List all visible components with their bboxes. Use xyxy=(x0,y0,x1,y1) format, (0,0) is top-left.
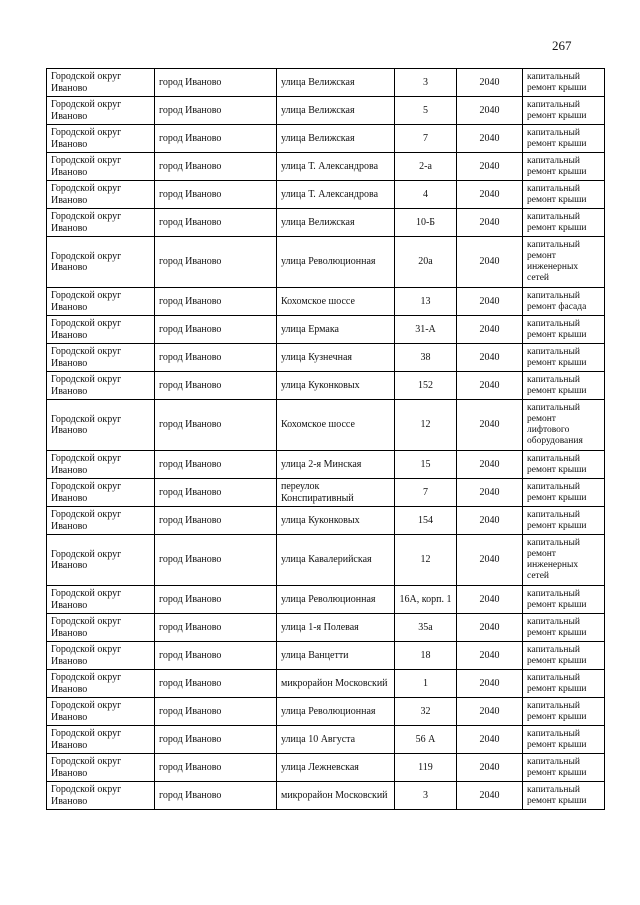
street-cell: улица Кавалерийская xyxy=(277,535,395,586)
municipal-district-cell: Городской округ Иваново xyxy=(47,754,155,782)
table-row xyxy=(47,209,605,237)
work-type-cell: капитальный ремонт крыши xyxy=(523,181,605,209)
table-row xyxy=(47,726,605,754)
city-cell: город Иваново xyxy=(155,586,277,614)
table-row xyxy=(47,535,605,586)
city-cell: город Иваново xyxy=(155,372,277,400)
municipal-district-cell: Городской округ Иваново xyxy=(47,372,155,400)
municipal-district-cell: Городской округ Иваново xyxy=(47,451,155,479)
table-row xyxy=(47,125,605,153)
table-row xyxy=(47,372,605,400)
work-type-cell: капитальный ремонт крыши xyxy=(523,614,605,642)
municipal-district-cell: Городской округ Иваново xyxy=(47,614,155,642)
municipal-district-cell: Городской округ Иваново xyxy=(47,400,155,451)
municipal-district-cell: Городской округ Иваново xyxy=(47,181,155,209)
year-cell: 2040 xyxy=(457,69,523,97)
house-number-cell: 3 xyxy=(395,782,457,810)
work-type-cell: капитальный ремонт крыши xyxy=(523,209,605,237)
municipal-district-cell: Городской округ Иваново xyxy=(47,125,155,153)
table-row xyxy=(47,507,605,535)
work-type-cell: капитальный ремонт крыши xyxy=(523,754,605,782)
work-type-cell: капитальный ремонт крыши xyxy=(523,451,605,479)
table-row xyxy=(47,237,605,288)
municipal-district-cell: Городской округ Иваново xyxy=(47,237,155,288)
municipal-district-cell: Городской округ Иваново xyxy=(47,698,155,726)
year-cell: 2040 xyxy=(457,400,523,451)
year-cell: 2040 xyxy=(457,288,523,316)
street-cell: улица 2-я Минская xyxy=(277,451,395,479)
street-cell: улица Велижская xyxy=(277,69,395,97)
work-type-cell: капитальный ремонт крыши xyxy=(523,97,605,125)
table-row xyxy=(47,614,605,642)
table-row xyxy=(47,97,605,125)
house-number-cell: 16А, корп. 1 xyxy=(395,586,457,614)
street-cell: улица Т. Александрова xyxy=(277,153,395,181)
street-cell: улица 1-я Полевая xyxy=(277,614,395,642)
city-cell: город Иваново xyxy=(155,125,277,153)
table-row xyxy=(47,586,605,614)
work-type-cell: капитальный ремонт крыши xyxy=(523,670,605,698)
house-number-cell: 12 xyxy=(395,400,457,451)
house-number-cell: 20а xyxy=(395,237,457,288)
city-cell: город Иваново xyxy=(155,754,277,782)
municipal-district-cell: Городской округ Иваново xyxy=(47,344,155,372)
work-type-cell: капитальный ремонт инженерных сетей xyxy=(523,535,605,586)
street-cell: улица Лежневская xyxy=(277,754,395,782)
table-row xyxy=(47,670,605,698)
table-body xyxy=(47,69,605,810)
street-cell: улица Ванцетти xyxy=(277,642,395,670)
municipal-district-cell: Городской округ Иваново xyxy=(47,507,155,535)
municipal-district-cell: Городской округ Иваново xyxy=(47,479,155,507)
table-row xyxy=(47,181,605,209)
street-cell: микрорайон Московский xyxy=(277,782,395,810)
street-cell: улица Велижская xyxy=(277,125,395,153)
work-type-cell: капитальный ремонт крыши xyxy=(523,344,605,372)
street-cell: Кохомское шоссе xyxy=(277,400,395,451)
street-cell: улица Куконковых xyxy=(277,372,395,400)
municipal-district-cell: Городской округ Иваново xyxy=(47,586,155,614)
municipal-district-cell: Городской округ Иваново xyxy=(47,642,155,670)
table-row xyxy=(47,153,605,181)
municipal-district-cell: Городской округ Иваново xyxy=(47,726,155,754)
work-type-cell: капитальный ремонт крыши xyxy=(523,479,605,507)
year-cell: 2040 xyxy=(457,698,523,726)
municipal-district-cell: Городской округ Иваново xyxy=(47,782,155,810)
work-type-cell: капитальный ремонт крыши xyxy=(523,586,605,614)
page-number: 267 xyxy=(552,38,572,53)
city-cell: город Иваново xyxy=(155,97,277,125)
table-row xyxy=(47,642,605,670)
work-type-cell: капитальный ремонт крыши xyxy=(523,698,605,726)
house-number-cell: 12 xyxy=(395,535,457,586)
house-number-cell: 7 xyxy=(395,125,457,153)
work-type-cell: капитальный ремонт крыши xyxy=(523,642,605,670)
year-cell: 2040 xyxy=(457,614,523,642)
city-cell: город Иваново xyxy=(155,726,277,754)
city-cell: город Иваново xyxy=(155,698,277,726)
work-type-cell: капитальный ремонт крыши xyxy=(523,507,605,535)
year-cell: 2040 xyxy=(457,344,523,372)
year-cell: 2040 xyxy=(457,209,523,237)
work-type-cell: капитальный ремонт лифтового оборудования xyxy=(523,400,605,451)
street-cell: микрорайон Московский xyxy=(277,670,395,698)
table-row xyxy=(47,754,605,782)
city-cell: город Иваново xyxy=(155,288,277,316)
city-cell: город Иваново xyxy=(155,614,277,642)
street-cell: Кохомское шоссе xyxy=(277,288,395,316)
city-cell: город Иваново xyxy=(155,642,277,670)
work-type-cell: капитальный ремонт крыши xyxy=(523,69,605,97)
year-cell: 2040 xyxy=(457,451,523,479)
year-cell: 2040 xyxy=(457,237,523,288)
house-number-cell: 119 xyxy=(395,754,457,782)
year-cell: 2040 xyxy=(457,726,523,754)
year-cell: 2040 xyxy=(457,372,523,400)
year-cell: 2040 xyxy=(457,782,523,810)
year-cell: 2040 xyxy=(457,125,523,153)
table-row xyxy=(47,69,605,97)
house-number-cell: 10-Б xyxy=(395,209,457,237)
house-number-cell: 1 xyxy=(395,670,457,698)
street-cell: переулок Конспиративный xyxy=(277,479,395,507)
work-type-cell: капитальный ремонт крыши xyxy=(523,782,605,810)
street-cell: улица Кузнечная xyxy=(277,344,395,372)
table-row xyxy=(47,344,605,372)
year-cell: 2040 xyxy=(457,316,523,344)
city-cell: город Иваново xyxy=(155,153,277,181)
year-cell: 2040 xyxy=(457,535,523,586)
city-cell: город Иваново xyxy=(155,782,277,810)
city-cell: город Иваново xyxy=(155,535,277,586)
year-cell: 2040 xyxy=(457,479,523,507)
year-cell: 2040 xyxy=(457,507,523,535)
table-row xyxy=(47,782,605,810)
street-cell: улица Велижская xyxy=(277,209,395,237)
house-number-cell: 2-а xyxy=(395,153,457,181)
city-cell: город Иваново xyxy=(155,479,277,507)
city-cell: город Иваново xyxy=(155,670,277,698)
work-type-cell: капитальный ремонт крыши xyxy=(523,726,605,754)
house-number-cell: 13 xyxy=(395,288,457,316)
city-cell: город Иваново xyxy=(155,209,277,237)
city-cell: город Иваново xyxy=(155,181,277,209)
municipal-district-cell: Городской округ Иваново xyxy=(47,153,155,181)
street-cell: улица Т. Александрова xyxy=(277,181,395,209)
table-row xyxy=(47,698,605,726)
house-number-cell: 18 xyxy=(395,642,457,670)
house-number-cell: 38 xyxy=(395,344,457,372)
municipal-district-cell: Городской округ Иваново xyxy=(47,316,155,344)
municipal-district-cell: Городской округ Иваново xyxy=(47,535,155,586)
street-cell: улица Революционная xyxy=(277,698,395,726)
year-cell: 2040 xyxy=(457,153,523,181)
city-cell: город Иваново xyxy=(155,237,277,288)
work-type-cell: капитальный ремонт крыши xyxy=(523,125,605,153)
table-row xyxy=(47,316,605,344)
year-cell: 2040 xyxy=(457,754,523,782)
municipal-district-cell: Городской округ Иваново xyxy=(47,97,155,125)
street-cell: улица Революционная xyxy=(277,237,395,288)
work-type-cell: капитальный ремонт крыши xyxy=(523,372,605,400)
municipal-district-cell: Городской округ Иваново xyxy=(47,670,155,698)
work-type-cell: капитальный ремонт крыши xyxy=(523,153,605,181)
house-number-cell: 56 А xyxy=(395,726,457,754)
city-cell: город Иваново xyxy=(155,451,277,479)
house-number-cell: 154 xyxy=(395,507,457,535)
table-row xyxy=(47,451,605,479)
municipal-district-cell: Городской округ Иваново xyxy=(47,209,155,237)
house-number-cell: 31-А xyxy=(395,316,457,344)
year-cell: 2040 xyxy=(457,181,523,209)
street-cell: улица Велижская xyxy=(277,97,395,125)
house-number-cell: 152 xyxy=(395,372,457,400)
house-number-cell: 7 xyxy=(395,479,457,507)
house-number-cell: 35а xyxy=(395,614,457,642)
street-cell: улица Революционная xyxy=(277,586,395,614)
work-type-cell: капитальный ремонт инженерных сетей xyxy=(523,237,605,288)
year-cell: 2040 xyxy=(457,97,523,125)
work-type-cell: капитальный ремонт фасада xyxy=(523,288,605,316)
municipal-district-cell: Городской округ Иваново xyxy=(47,288,155,316)
table-row xyxy=(47,479,605,507)
table-row xyxy=(47,400,605,451)
city-cell: город Иваново xyxy=(155,344,277,372)
city-cell: город Иваново xyxy=(155,400,277,451)
repair-schedule-table xyxy=(46,68,605,810)
street-cell: улица 10 Августа xyxy=(277,726,395,754)
house-number-cell: 5 xyxy=(395,97,457,125)
city-cell: город Иваново xyxy=(155,69,277,97)
house-number-cell: 32 xyxy=(395,698,457,726)
table-row xyxy=(47,288,605,316)
year-cell: 2040 xyxy=(457,586,523,614)
work-type-cell: капитальный ремонт крыши xyxy=(523,316,605,344)
house-number-cell: 15 xyxy=(395,451,457,479)
house-number-cell: 4 xyxy=(395,181,457,209)
street-cell: улица Ермака xyxy=(277,316,395,344)
house-number-cell: 3 xyxy=(395,69,457,97)
year-cell: 2040 xyxy=(457,642,523,670)
year-cell: 2040 xyxy=(457,670,523,698)
city-cell: город Иваново xyxy=(155,507,277,535)
street-cell: улица Куконковых xyxy=(277,507,395,535)
municipal-district-cell: Городской округ Иваново xyxy=(47,69,155,97)
city-cell: город Иваново xyxy=(155,316,277,344)
